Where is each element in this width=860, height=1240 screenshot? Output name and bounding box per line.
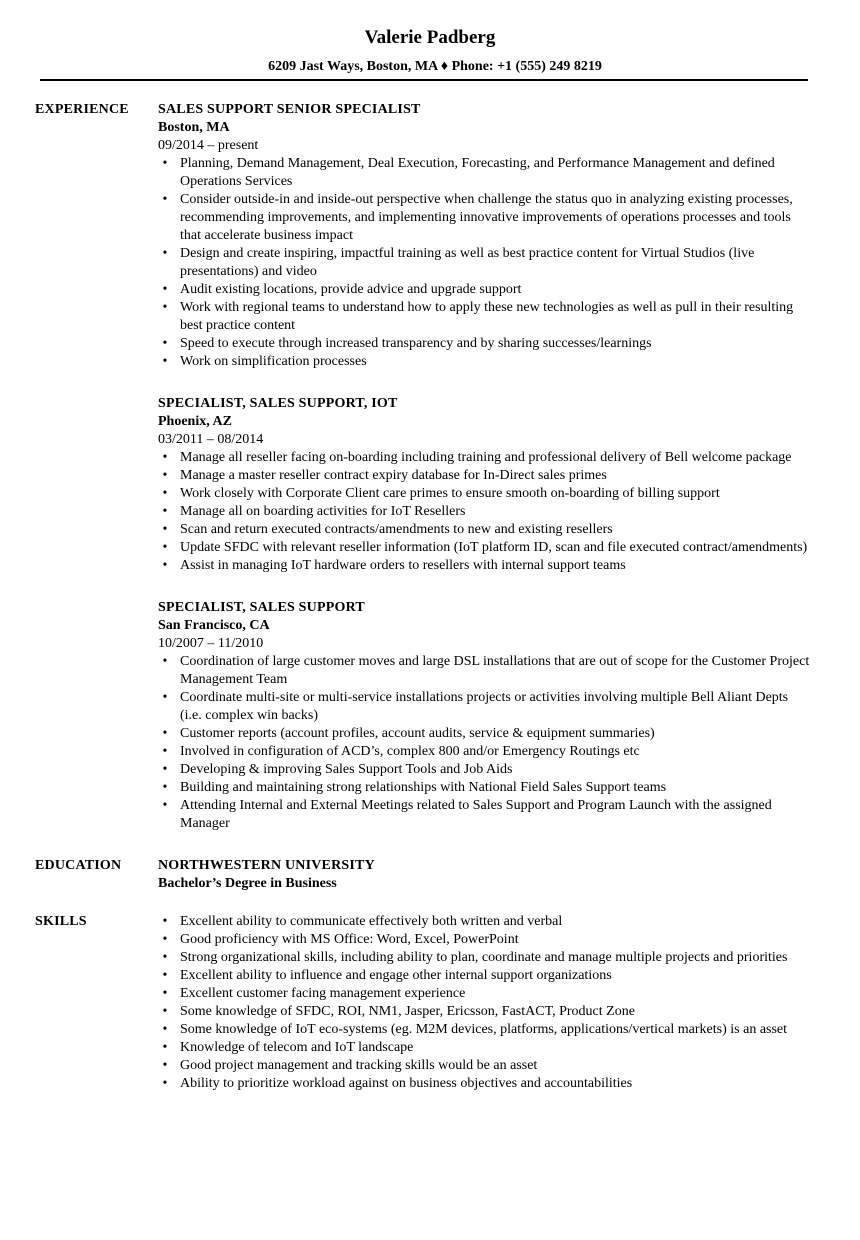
- list-item-text: Planning, Demand Management, Deal Execution, Forecasting, and Performance Management and defined Operations Services: [180, 156, 775, 189]
- list-item: [158, 913, 812, 931]
- bullet-icon: •: [162, 468, 168, 483]
- candidate-name: Valerie Padberg: [364, 27, 496, 48]
- list-item: [158, 539, 812, 557]
- bullet-icon: •: [162, 486, 168, 501]
- education-section: [0, 857, 860, 893]
- section-label-education: EDUCATION: [35, 858, 122, 873]
- list-item-text: Design and create inspiring, impactful training as well as best practice content for Virtual Studios (live presentations) and video: [180, 246, 755, 279]
- list-item-text: Manage all on boarding activities for IoT Resellers: [180, 504, 466, 519]
- list-item-text: Building and maintaining strong relationships with National Field Sales Support teams: [180, 780, 667, 795]
- bullet-icon: •: [162, 780, 168, 795]
- list-item: [158, 191, 812, 245]
- list-item: [158, 1021, 812, 1039]
- list-item-text: Audit existing locations, provide advice and upgrade support: [180, 282, 522, 297]
- list-item: [158, 761, 812, 779]
- bullet-icon: •: [162, 914, 168, 929]
- list-item: [158, 353, 812, 371]
- degree: Bachelor’s Degree in Business: [158, 876, 337, 891]
- bullet-icon: •: [162, 540, 168, 555]
- list-item-text: Update SFDC with relevant reseller information (IoT platform ID, scan and file executed contract/amendments): [180, 540, 808, 555]
- job-title: SPECIALIST, SALES SUPPORT: [158, 600, 365, 615]
- list-item-text: Manage a master reseller contract expiry database for In-Direct sales primes: [180, 468, 607, 483]
- list-item-text: Coordination of large customer moves and large DSL installations that are out of scope for the Customer Project Management Team: [180, 654, 810, 687]
- list-item: [158, 449, 812, 467]
- list-item-text: Involved in configuration of ACD’s, complex 800 and/or Emergency Routings etc: [180, 744, 640, 759]
- bullet-icon: •: [162, 192, 168, 207]
- list-item: [158, 521, 812, 539]
- job-bullet-list: [158, 449, 812, 575]
- bullet-icon: •: [162, 762, 168, 777]
- list-item-text: Ability to prioritize workload against on business objectives and accountabilities: [180, 1076, 633, 1091]
- bullet-icon: •: [162, 246, 168, 261]
- list-item-text: Consider outside-in and inside-out perspective when challenge the status quo in analyzing existing processes, recommending improvements, and implementing innovative improvements of operations processes and tools that accelerate business impact: [180, 192, 793, 243]
- list-item: [158, 1075, 812, 1093]
- bullet-icon: •: [162, 726, 168, 741]
- job-dates: 10/2007 – 11/2010: [158, 636, 264, 651]
- bullet-icon: •: [162, 1022, 168, 1037]
- list-item: [158, 725, 812, 743]
- list-item: [158, 1003, 812, 1021]
- list-item-text: Strong organizational skills, including ability to plan, coordinate and manage multiple projects and priorities: [180, 950, 788, 965]
- header-divider: [40, 79, 808, 81]
- bullet-icon: •: [162, 1076, 168, 1091]
- list-item: [158, 299, 812, 335]
- bullet-icon: •: [162, 690, 168, 705]
- skills-bullet-list: [158, 913, 812, 1093]
- section-label-experience: EXPERIENCE: [35, 102, 129, 117]
- job-location: San Francisco, CA: [158, 618, 270, 633]
- list-item: [158, 779, 812, 797]
- list-item-text: Customer reports (account profiles, account audits, service & equipment summaries): [180, 726, 655, 741]
- list-item: [158, 653, 812, 689]
- job-title: SALES SUPPORT SENIOR SPECIALIST: [158, 102, 421, 117]
- job-bullet-list: [158, 155, 812, 371]
- list-item-text: Attending Internal and External Meetings related to Sales Support and Program Launch with the assigned Manager: [180, 798, 772, 831]
- list-item: [158, 485, 812, 503]
- list-item-text: Coordinate multi-site or multi-service installations projects or activities involving multiple Bell Aliant Depts (i.e. complex win backs): [180, 690, 789, 723]
- bullet-icon: •: [162, 336, 168, 351]
- job-location: Phoenix, AZ: [158, 414, 232, 429]
- experience-section: [0, 101, 860, 833]
- bullet-icon: •: [162, 932, 168, 947]
- list-item: [158, 1057, 812, 1075]
- list-item: [158, 467, 812, 485]
- list-item-text: Scan and return executed contracts/amendments to new and existing resellers: [180, 522, 613, 537]
- bullet-icon: •: [162, 156, 168, 171]
- skills-section: [0, 913, 860, 1093]
- list-item-text: Excellent ability to communicate effectively both written and verbal: [180, 914, 563, 929]
- job-entry: [158, 101, 812, 371]
- bullet-icon: •: [162, 798, 168, 813]
- bullet-icon: •: [162, 300, 168, 315]
- contact-line: 6209 Jast Ways, Boston, MA ♦ Phone: +1 (555) 249 8219: [268, 59, 602, 74]
- school-name: NORTHWESTERN UNIVERSITY: [158, 858, 375, 873]
- list-item-text: Work closely with Corporate Client care primes to ensure smooth on-boarding of billing support: [180, 486, 720, 501]
- list-item-text: Good proficiency with MS Office: Word, Excel, PowerPoint: [180, 932, 519, 947]
- list-item: [158, 931, 812, 949]
- list-item: [158, 557, 812, 575]
- job-entry: [158, 599, 812, 833]
- bullet-icon: •: [162, 504, 168, 519]
- bullet-icon: •: [162, 744, 168, 759]
- bullet-icon: •: [162, 1004, 168, 1019]
- job-dates: 03/2011 – 08/2014: [158, 432, 264, 447]
- list-item-text: Good project management and tracking skills would be an asset: [180, 1058, 538, 1073]
- bullet-icon: •: [162, 558, 168, 573]
- list-item: [158, 743, 812, 761]
- bullet-icon: •: [162, 950, 168, 965]
- bullet-icon: •: [162, 450, 168, 465]
- job-bullet-list: [158, 653, 812, 833]
- job-entry: [158, 395, 812, 575]
- job-location: Boston, MA: [158, 120, 230, 135]
- list-item: [158, 335, 812, 353]
- list-item-text: Excellent customer facing management experience: [180, 986, 466, 1001]
- list-item: [158, 689, 812, 725]
- list-item: [158, 503, 812, 521]
- list-item-text: Manage all reseller facing on-boarding including training and professional delivery of Bell welcome package: [180, 450, 792, 465]
- list-item-text: Developing & improving Sales Support Tools and Job Aids: [180, 762, 513, 777]
- list-item: [158, 281, 812, 299]
- bullet-icon: •: [162, 968, 168, 983]
- job-title: SPECIALIST, SALES SUPPORT, IOT: [158, 396, 398, 411]
- list-item: [158, 155, 812, 191]
- list-item-text: Work on simplification processes: [180, 354, 367, 369]
- list-item: [158, 245, 812, 281]
- list-item: [158, 967, 812, 985]
- list-item-text: Assist in managing IoT hardware orders to resellers with internal support teams: [180, 558, 626, 573]
- list-item-text: Speed to execute through increased transparency and by sharing successes/learnings: [180, 336, 652, 351]
- list-item: [158, 797, 812, 833]
- list-item-text: Some knowledge of IoT eco-systems (eg. M2M devices, platforms, applications/vertical markets) is an asset: [180, 1022, 788, 1037]
- list-item-text: Work with regional teams to understand how to apply these new technologies as well as pull in their resulting best practice content: [180, 300, 794, 333]
- bullet-icon: •: [162, 1040, 168, 1055]
- bullet-icon: •: [162, 354, 168, 369]
- bullet-icon: •: [162, 654, 168, 669]
- bullet-icon: •: [162, 522, 168, 537]
- list-item-text: Some knowledge of SFDC, ROI, NM1, Jasper, Ericsson, FastACT, Product Zone: [180, 1004, 635, 1019]
- bullet-icon: •: [162, 1058, 168, 1073]
- section-label-skills: SKILLS: [35, 914, 87, 929]
- bullet-icon: •: [162, 986, 168, 1001]
- list-item-text: Excellent ability to influence and engage other internal support organizations: [180, 968, 612, 983]
- bullet-icon: •: [162, 282, 168, 297]
- list-item: [158, 985, 812, 1003]
- list-item: [158, 1039, 812, 1057]
- list-item: [158, 949, 812, 967]
- list-item-text: Knowledge of telecom and IoT landscape: [180, 1040, 414, 1055]
- job-dates: 09/2014 – present: [158, 138, 259, 153]
